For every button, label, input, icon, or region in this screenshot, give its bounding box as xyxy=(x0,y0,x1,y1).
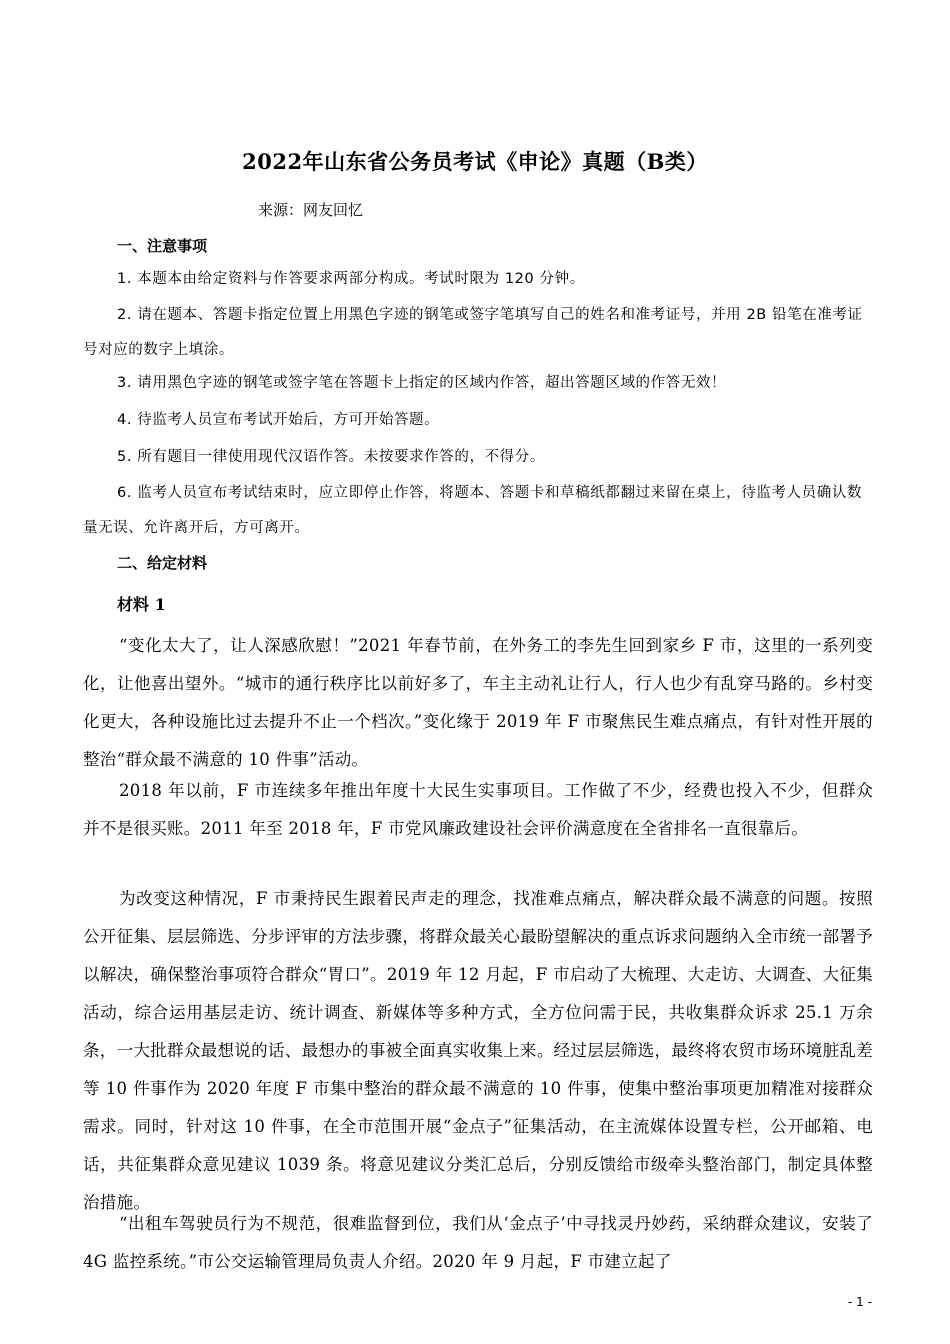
source-line: 来源：网友回忆 xyxy=(258,201,364,219)
notice-item: 1. 本题本由给定资料与作答要求两部分构成。考试时限为 120 分钟。 xyxy=(117,271,585,287)
document-title: 2022年山东省公务员考试《申论》真题（B类） xyxy=(242,149,708,174)
material-paragraph: 2018 年以前，F 市连续多年推出年度十大民生实事项目。工作做了不少，经费也投入不少，但群众并不是很买账。2011 年至 2018 年，F 市党风廉政建设社会评价满意度在全省排名一直很靠后。 xyxy=(83,781,873,838)
notice-item: 5. 所有题目一律使用现代汉语作答。未按要求作答的，不得分。 xyxy=(117,449,545,465)
notice-item: 2. 请在题本、答题卡指定位置上用黑色字迹的钢笔或签字笔填写自己的姓名和准考证号，并用 2B 铅笔在准考证号对应的数字上填涂。 xyxy=(83,307,863,358)
notice-item: 6. 监考人员宣布考试结束时，应立即停止作答，将题本、答题卡和草稿纸都翻过来留在桌上，待监考人员确认数量无误、允许离开后，方可离开。 xyxy=(83,485,863,536)
notice-item: 3. 请用黑色字迹的钢笔或签字笔在答题卡上指定的区域内作答，超出答题区域的作答无效！ xyxy=(117,375,727,391)
material-paragraph: 为改变这种情况，F 市秉持民生跟着民声走的理念，找准难点痛点，解决群众最不满意的问题。按照公开征集、层层筛选、分步评审的方法步骤，将群众最关心最盼望解决的重点诉求问题纳入全市统一部署予以解决，确保整治事项符合群众“胃口”。2019 年 12 月起，F 市启动了大梳理、大走访、大调查、大征集活动，综合运用基层走访、统计调查、新媒体等多种方式，全方位问需于民，共收集群众诉求 25.1 万余条，一大批群众最想说的话、最想办的事被全面真实收集上来。经过层层筛选，最终将农贸市场环境脏乱差等 10 件事作为 2020 年度 F 市集中整治的群众最不满意的 10 件事，使集中整治事项更加精准对接群众需求。同时，针对这 10 件事，在全市范围开展“金点子”征集活动，在主流媒体设置专栏，公开邮箱、电话，共征集群众意见建议 1039 条。将意见建议分类汇总后，分别反馈给市级牵头整治部门，制定具体整治措施。 xyxy=(83,889,873,1212)
material-title: 材料 1 xyxy=(117,595,166,614)
material-paragraph: “变化太大了，让人深感欣慰！”2021 年春节前，在外务工的李先生回到家乡 F 市，这里的一系列变化，让他喜出望外。“城市的通行秩序比以前好多了，车主主动礼让行人，行人也少有乱穿马路的。乡村变化更大，各种设施比过去提升不止一个档次。”变化缘于 2019 年 F 市聚焦民生难点痛点，有针对性开展的整治“群众最不满意的 10 件事”活动。 xyxy=(83,636,873,769)
material-paragraph: “出租车驾驶员行为不规范，很难监督到位，我们从‘金点子’中寻找灵丹妙药，采纳群众建议，安装了 4G 监控系统。”市公交运输管理局负责人介绍。2020 年 9 月起，F 市建立起了 xyxy=(83,1214,873,1271)
notice-item: 4. 待监考人员宣布考试开始后，方可开始答题。 xyxy=(117,412,440,428)
page-number: - 1 - xyxy=(848,1295,872,1309)
section-heading-materials: 二、给定材料 xyxy=(117,554,208,572)
section-heading-notes: 一、注意事项 xyxy=(117,237,208,255)
